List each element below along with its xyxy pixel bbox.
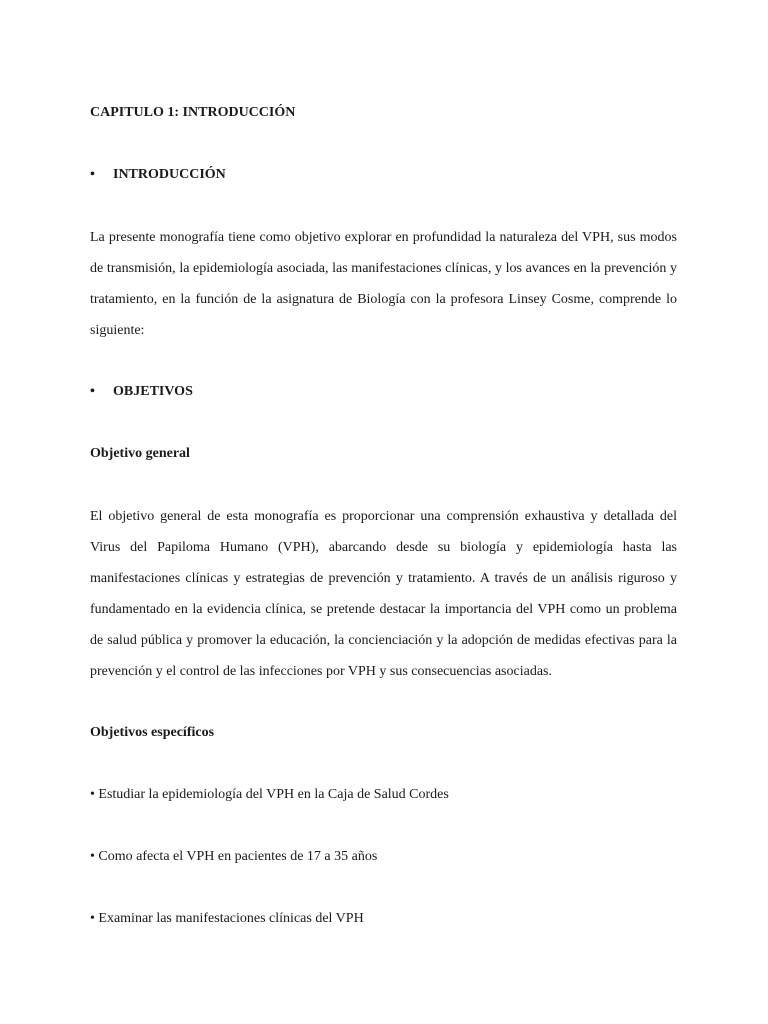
list-item: • Examinar las manifestaciones clínicas del VPH bbox=[90, 911, 364, 926]
chapter-title: CAPITULO 1: INTRODUCCIÓN bbox=[90, 105, 296, 120]
objectives-heading: OBJETIVOS bbox=[113, 384, 193, 399]
list-item: • Estudiar la epidemiología del VPH en la Caja de Salud Cordes bbox=[90, 787, 449, 802]
list-item: • Como afecta el VPH en pacientes de 17 a 35 años bbox=[90, 849, 378, 864]
intro-heading-row bbox=[90, 167, 226, 183]
intro-heading: INTRODUCCIÓN bbox=[113, 167, 226, 182]
specific-objectives-heading: Objetivos específicos bbox=[90, 725, 215, 740]
general-objective-heading: Objetivo general bbox=[90, 446, 190, 461]
objectives-heading-row bbox=[90, 384, 193, 400]
intro-paragraph: La presente monografía tiene como objetivo explorar en profundidad la naturaleza del VPH, sus modos de transmisión, la epidemiología asociada, las manifestaciones clínicas, y los avances en la prevención y tratamiento, en la función de la asignatura de Biología con la profesora Linsey Cosme, comprende lo siguiente: bbox=[90, 230, 677, 338]
bullet-icon: • bbox=[90, 167, 95, 182]
general-objective-paragraph: El objetivo general de esta monografía es proporcionar una comprensión exhaustiva y detallada del Virus del Papiloma Humano (VPH), abarcando desde su biología y epidemiología hasta las manifestaciones clínicas y estrategias de prevención y tratamiento. A través de un análisis riguroso y fundamentado en la evidencia clínica, se pretende destacar la importancia del VPH como un problema de salud pública y promover la educación, la concienciación y la adopción de medidas efectivas para la prevención y el control de las infecciones por VPH y sus consecuencias asociadas. bbox=[90, 509, 677, 679]
bullet-icon: • bbox=[90, 384, 95, 399]
